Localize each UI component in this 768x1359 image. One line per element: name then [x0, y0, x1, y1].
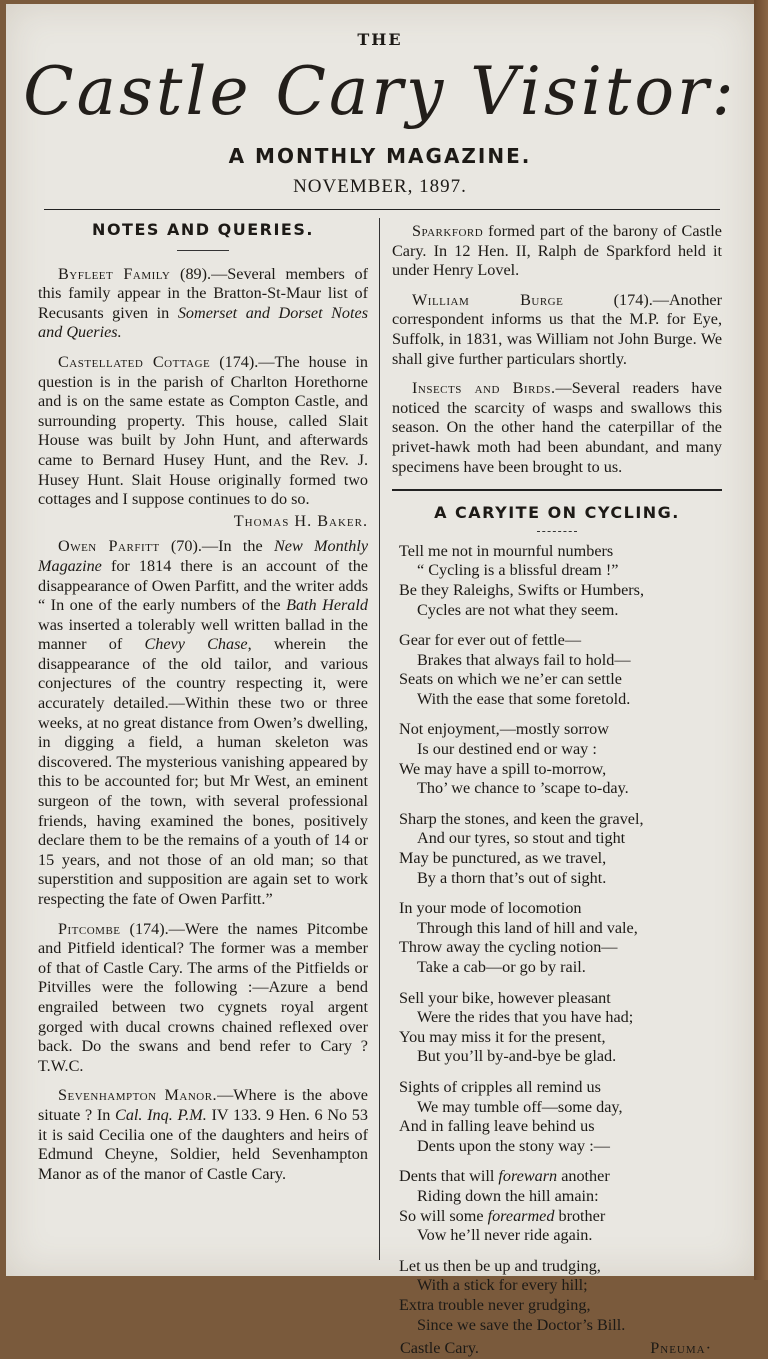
issue-date: NOVEMBER, 1897.	[293, 176, 467, 197]
note-byfleet: Byfleet Family (89).—Several members of this family appear in the Bratton-St-Maur list of Recusants given in Somerset and Dorset Notes and Queries.	[38, 264, 368, 342]
right-column	[392, 222, 722, 1359]
note-lead: Sevenhampton Manor.	[58, 1086, 218, 1105]
stanza: Tell me not in mournful numbers “ Cycling is a blissful dream !” Be they Raleighs, Swifts or Humbers, Cycles are not what they seem.	[399, 541, 645, 619]
poem-heading-rule	[537, 531, 577, 532]
note-lead: Byfleet Family	[58, 264, 171, 283]
note-sparkford: Sparkford formed part of the barony of Castle Cary. In 12 Hen. II, Ralph de Sparkford held it under Henry Lovel.	[392, 222, 722, 280]
note-pitcombe: Pitcombe (174).—Were the names Pitcombe and Pitfield identical? The former was a member of that of Castle Cary. The arms of the Pitfields or Pitvilles were the following :—Azure a bend engrailed between two cygnets royal argent gorged with ducal crowns chained reflexed over back. Do the swans and bend refer to Cary ? T.W.C.	[38, 919, 368, 1075]
poem-author: Pneuma·	[650, 1339, 712, 1358]
stanza: Sights of cripples all remind us We may tumble off—some day, And in falling leave behind us Dents upon the stony way :—	[399, 1077, 623, 1155]
magazine-page	[6, 4, 754, 1358]
signature: Thomas H. Baker.	[233, 511, 368, 530]
stanza: Sell your bike, however pleasant Were the rides that you have had; You may miss it for the present, But you’ll by-and-bye be glad.	[399, 988, 634, 1066]
poem-place: Castle Cary.	[400, 1339, 479, 1358]
stanza: Sharp the stones, and keen the gravel, And our tyres, so stout and tight May be punctured, as we travel, By a thorn that’s out of sight.	[399, 809, 644, 887]
masthead-rule	[44, 209, 720, 210]
note-william-burge: William Burge (174).—Another correspondent informs us that the M.P. for Eye, Suffolk, in 1831, was William not John Burge. We shall give further particulars shortly.	[392, 290, 723, 368]
masthead-subtitle: A MONTHLY MAGAZINE.	[228, 144, 532, 168]
left-column	[38, 218, 368, 1194]
poem	[399, 542, 722, 1335]
note-lead: Owen Parfitt	[58, 537, 160, 556]
poem-heading: A CARYITE ON CYCLING.	[434, 503, 680, 523]
note-lead: William Burge	[412, 290, 564, 309]
note-castellated: Castellated Cottage (174).—The house in question is in the parish of Charlton Horethorne and is on the same estate as Compton Castle, and surrounding property. This house, called Slait House was built by John Hunt, and afterwards came to Bernard Husey Hunt, and the Rev. J. Husey Hunt. Slait House originally formed two cottages and I suppose continues to do so.	[38, 352, 368, 509]
stanza: Not enjoyment,—mostly sorrow Is our destined end or way : We may have a spill to-morrow, Tho’ we chance to ’scape to-day.	[399, 720, 629, 798]
heading-rule	[177, 250, 229, 251]
note-sevenhampton: Sevenhampton Manor.—Where is the above situate ? In Cal. Inq. P.M. IV 133. 9 Hen. 6 No 53 it is said Cecilia one of the daughters and heirs of Edmund Cheyne, Soldier, held Sevenhampton Manor as of the manor of Castle Cary.	[38, 1086, 368, 1183]
note-lead: Insects and Birds.	[412, 379, 556, 398]
note-lead: Pitcombe	[58, 919, 121, 938]
note-lead: Castellated Cottage	[58, 352, 211, 371]
stanza: Let us then be up and trudging, With a stick for every hill; Extra trouble never grudging, Since we save the Doctor’s Bill.	[399, 1256, 626, 1334]
masthead-title: Castle Cary Visitor:	[23, 53, 737, 130]
section-rule	[392, 489, 722, 491]
note-owen-parfitt: Owen Parfitt (70).—In the New Monthly Magazine for 1814 there is an account of the disappearance of Owen Parfitt, and the writer adds “ In one of the early numbers of the Bath Herald was inserted a tolerably well written ballad in the manner of Chevy Chase, wherein the disappearance of the old tailor, and various conjectures of the country respecting it, were accurately detailed.—Within these two or three weeks, at no great distance from Owen’s dwelling, in digging a field, a human skeleton was discovered. The mysterious vanishing appeared by this to be accounted for; but Mr West, an eminent surgeon of the town, with several professional friends, having examined the bones, positively declare them to be the remains of a youth of 14 or 15 years, and not those of an old man; so that superstition and supposition are again set to work respecting the fate of Owen Parfitt.”	[38, 537, 369, 908]
stanza: Dents that will forewarn another Riding down the hill amain: So will some forearmed brother Vow he’ll never ride again.	[399, 1167, 610, 1245]
masthead-the: THE	[357, 30, 403, 49]
column-divider	[379, 218, 380, 1260]
note-insects-birds: Insects and Birds.—Several readers have noticed the scarcity of wasps and swallows this season. On the other hand the caterpillar of the privet-hawk moth had been abundant, and many specimens have been brought to us.	[392, 379, 722, 476]
notes-heading: NOTES AND QUERIES.	[92, 220, 314, 239]
poem-footer	[392, 1339, 722, 1359]
stanza: Gear for ever out of fettle— Brakes that always fail to hold— Seats on which we ne’er can settle With the ease that some foretold.	[399, 631, 631, 708]
note-lead: Sparkford	[412, 222, 484, 240]
stanza: In your mode of locomotion Through this land of hill and vale, Throw away the cycling notion— Take a cab—or go by rail.	[399, 899, 638, 976]
binding-edge	[754, 0, 768, 1280]
